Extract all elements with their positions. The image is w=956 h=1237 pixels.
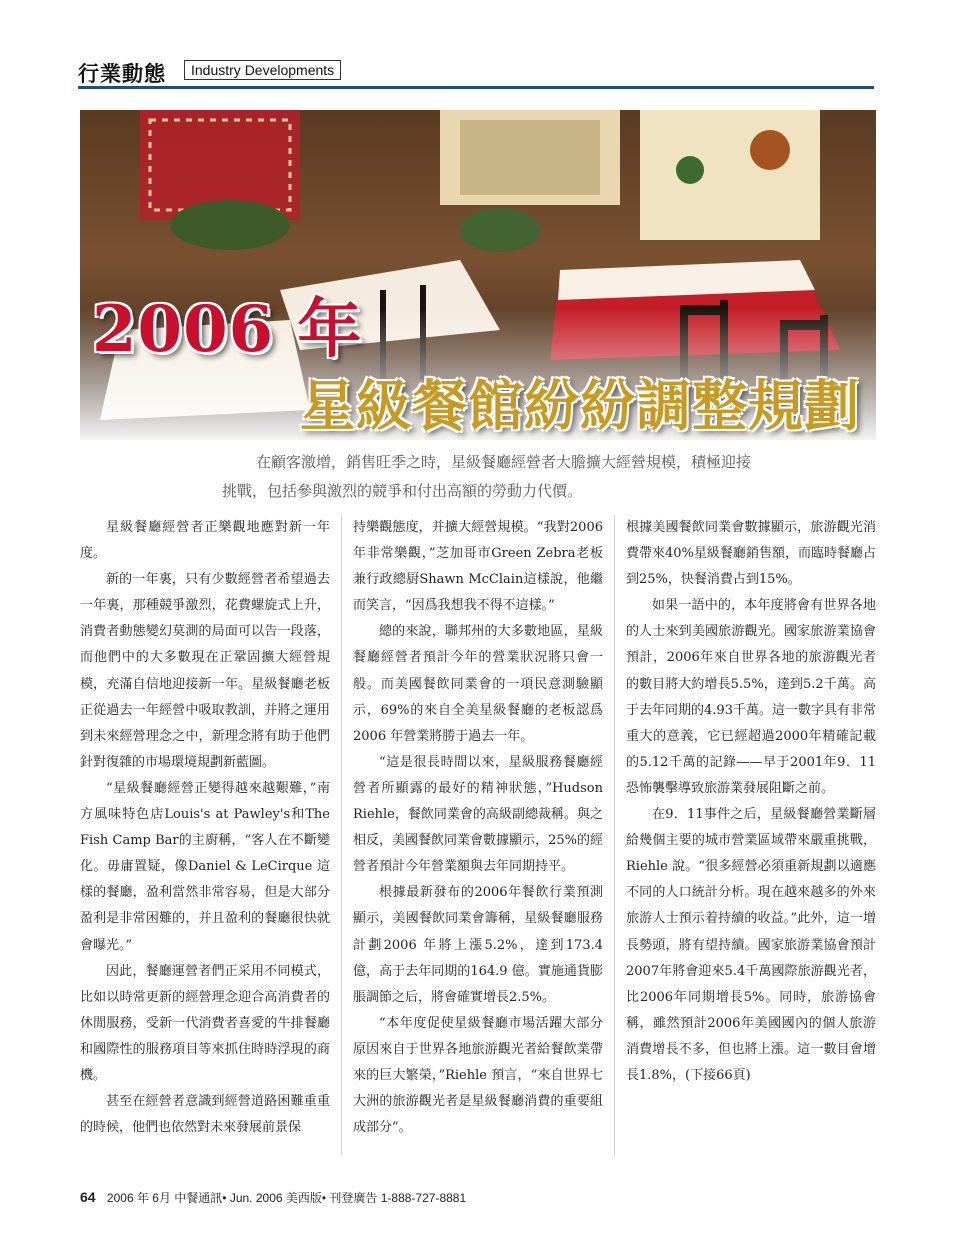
paragraph: 根據美國餐飲同業會數據顯示，旅游觀光消費帶來40%星級餐廳銷售額，而臨時餐廳占到25%，快餐消費占到15%。 bbox=[626, 520, 876, 588]
section-title-en: Industry Developments bbox=[184, 60, 341, 80]
headline-year: 2006 年 bbox=[92, 292, 363, 367]
paragraph: 持樂觀態度，并擴大經營規模。“我對2006年非常樂觀，”芝加哥市Green Zebra老板兼行政總厨Shawn McClain這樣說，他繼而笑言，“因爲我想我不得不這樣。” bbox=[353, 520, 603, 614]
paragraph: 甚至在經營者意識到經營道路困難重重的時候，他們也依然對未來發展前景保 bbox=[80, 1094, 330, 1136]
headline-main: 星級餐館紛紛調整規劃 bbox=[300, 373, 861, 438]
column-divider bbox=[614, 515, 615, 1155]
paragraph: 星級餐廳經營者正樂觀地應對新一年度。 bbox=[80, 520, 330, 562]
lede bbox=[200, 448, 800, 506]
body-column-2 bbox=[353, 515, 603, 1141]
paragraph: 如果一語中的，本年度將會有世界各地的人士來到美國旅游觀光。國家旅游業協會預計，2006年來自世界各地的旅游觀光者的數目將大約增長5.5%，達到5.2千萬。高于去年同期的4.93千萬。這一數字具有非常重大的意義，它已經超過2000年精確記載的5.12千萬的記錄——早于2001年9．11恐怖襲擊導致旅游業發展阻斷之前。 bbox=[626, 598, 876, 796]
body-column-3 bbox=[626, 515, 876, 1089]
paragraph: 總的來說，聯邦州的大多數地區，星級餐廳經營者預計今年的營業狀況將只會一般。而美國餐飲同業會的一項民意測驗顯示，69%的來自全美星級餐廳的老板認爲2006 年營業將勝于過去一年。 bbox=[353, 624, 603, 744]
paragraph: 因此，餐廳運營者們正采用不同模式，比如以時常更新的經營理念迎合高消費者的休閒服務，受新一代消費者喜愛的牛排餐廳和國際性的服務項目等來抓住時時浮現的商機。 bbox=[80, 963, 330, 1083]
page-footer bbox=[80, 1189, 466, 1206]
paragraph: 在9．11事件之后，星級餐廳營業斷層給幾個主要的城市營業區域帶來嚴重挑戰，Riehle 說。“很多經營必須重新規劃以適應不同的人口統計分析。現在越來越多的外來旅游人士預示着持續的收益。”此外，這一增長勢頭，將有望持續。國家旅游業協會預計2007年將會迎來5.4千萬國際旅游觀光者，比2006年同期增長5%。同時，旅游協會稱，雖然預計2006年美國國內的個人旅游消費增長不多，但也將上漲。這一數目會增長1.8%，(下接66頁) bbox=[626, 807, 876, 1083]
footer-text: 2006 年 6月 中餐通訊• Jun. 2006 美西版• 刊登廣告 1-888-727-8881 bbox=[106, 1191, 467, 1205]
paragraph: 根據最新發布的2006年餐飲行業預測顯示，美國餐飲同業會籌稱，星級餐廳服務計劃2006 年將上漲5.2%，達到173.4億，高于去年同期的164.9 億。實施通貨膨脹調節之后，將會確實增長2.5%。 bbox=[353, 885, 603, 1005]
lede-line-1: 在顧客激增，銷售旺季之時，星級餐廳經營者大膽擴大經營規模，積極迎接 bbox=[256, 453, 752, 471]
paragraph: 新的一年裏，只有少數經營者希望過去一年裏，那種競爭激烈，花費螺旋式上升，消費者動態變幻莫測的局面可以告一段落，而他們中的大多數現在正鞏固擴大經營規模，充滿自信地迎接新一年。星級餐廳老板正從過去一年經營中吸取教訓，并將之運用到未來經營理念之中，新理念將有助于他們針對復雜的市場環境規劃新藍圖。 bbox=[80, 572, 330, 770]
section-title-zh: 行業動態 bbox=[78, 62, 166, 86]
paragraph: “星級餐廳經營正變得越來越艱難，”南方風味特色店Louis's at Pawley's和The Fish Camp Bar的主廚稱，“客人在不斷變化。毋庸置疑，像Daniel & LeCirque 這樣的餐廳，盈利當然非常容易，但是大部分盈利是非常困難的，并且盈利的餐廳很快就會曝光。” bbox=[80, 780, 330, 953]
page-number: 64 bbox=[80, 1189, 96, 1205]
body-column-1 bbox=[80, 515, 330, 1141]
lede-line-2: 挑戰，包括參與激烈的競爭和付出高額的勞動力代價。 bbox=[222, 482, 583, 500]
paragraph: “本年度促使星級餐廳市場活躍大部分原因來自于世界各地旅游觀光者給餐飲業帶來的巨大繁榮，”Riehle 預言，“來自世界七大洲的旅游觀光者是星級餐廳消費的重要組成部分”。 bbox=[353, 1015, 603, 1136]
paragraph: “這是很長時間以來，星級服務餐廳經營者所顯露的最好的精神狀態，”Hudson Riehle，餐飲同業會的高級副總裁稱。與之相反，美國餐飲同業會數據顯示，25%的經營者預計今年營業額與去年同期持平。 bbox=[353, 754, 603, 875]
column-divider bbox=[341, 515, 342, 1155]
section-rule bbox=[78, 86, 874, 89]
